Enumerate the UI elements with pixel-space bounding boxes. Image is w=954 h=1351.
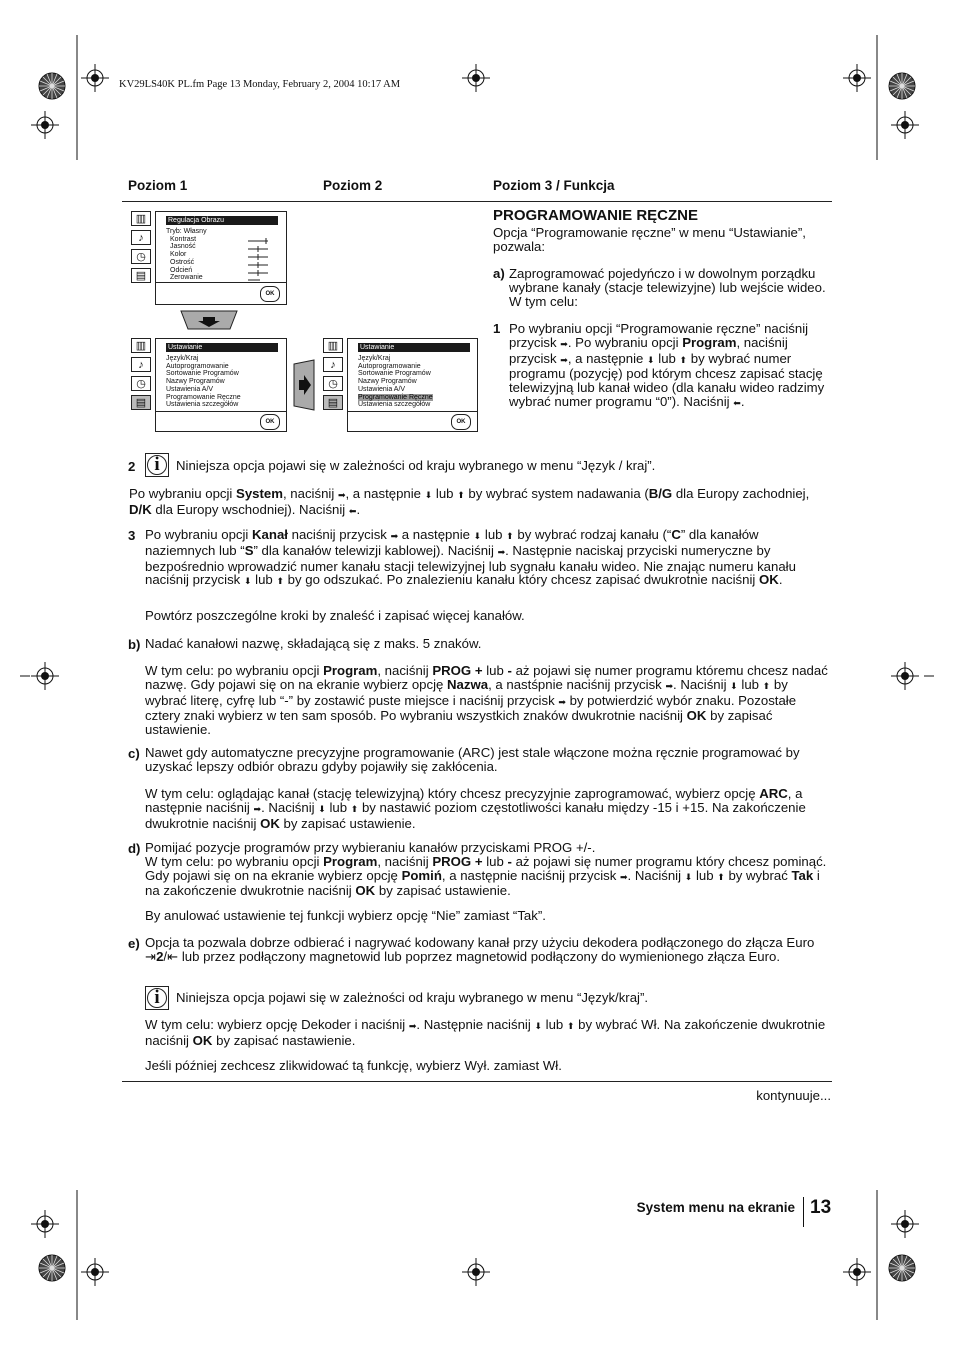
info-icon: i xyxy=(145,453,169,477)
setup-menu-item: Język/Kraj xyxy=(166,355,199,362)
setup-menu-items xyxy=(166,355,241,409)
sound-icon: ♪ xyxy=(131,230,151,245)
setup-menu-level1 xyxy=(155,338,287,432)
down-arrow-icon: ⬇ xyxy=(730,680,738,691)
picture-menu-title: Regulacja Obrazu xyxy=(166,216,278,225)
setup-menu-item: Programowanie Ręczne xyxy=(166,393,241,401)
up-arrow-icon: ⬆ xyxy=(350,803,359,814)
setup-menu-item: Sortowanie Programów xyxy=(166,370,239,378)
setup-menu-title: Ustawianie xyxy=(166,343,278,352)
picture-icon: ▥ xyxy=(131,211,151,226)
system-text: Po wybraniu opcji System, naciśnij ➡, a następnie ⬇ lub ⬆ by wybrać system nadawania (B/G dla Europy zachodniej, D/K dla Europy wschodniej). Naciśnij ⬅. xyxy=(129,486,810,517)
picture-menu-item: Odcień xyxy=(170,266,193,274)
menu-icon-column-3 xyxy=(323,338,343,414)
repeat-text: Powtórz poszczególne kroki by znaleść i zapisać więcej kanałów. xyxy=(145,608,525,623)
timer-icon: ◷ xyxy=(323,376,343,391)
up-arrow-icon: ⬆ xyxy=(506,531,514,541)
picture-menu-ok-icon: OK xyxy=(260,286,280,302)
up-arrow-icon: ⬆ xyxy=(762,680,771,691)
setup-menu-level2 xyxy=(347,338,478,432)
setup-menu-item: Autoprogramowanie xyxy=(166,362,229,370)
right-arrow-icon: ➡ xyxy=(337,490,346,500)
setup-menu-item: Ustawienia A/V xyxy=(358,385,406,393)
footer-title: System menu na ekranie xyxy=(636,1200,795,1215)
setup-menu-divider xyxy=(348,411,477,412)
setup-menu-item: Ustawienia szczegółów xyxy=(166,401,239,409)
file-header: KV29LS40K PL.fm Page 13 Monday, February 2, 2004 10:17 AM xyxy=(119,79,401,90)
item-c-text: Nawet gdy automatyczne precyzyjne programowanie (ARC) jest stale włączone można ręcznie programować by uzyskać lepszy odbiór obrazu gdyby pojawiły się zakłócenia. xyxy=(145,745,800,774)
setup-menu-title: Ustawianie xyxy=(358,343,470,352)
setup-menu-item-selected: Programowanie Ręczne xyxy=(358,393,433,401)
section-title: PROGRAMOWANIE RĘCZNE xyxy=(493,207,699,224)
item-d-text: Pomijać pozycje programów przy wybieraniu kanałów przyciskami PROG +/-. W tym celu: po wybraniu opcji Program, naciśnij PROG + lub - aż pojawi się numer programu który chcesz pominąć. Gdy pojawi się on na ekranie wybierz opcję Pomiń, a następnie naciśnij przycisk ➡. Naciśnij ⬇ lub ⬆ by wybrać Tak i na zakończenie dwukrotnie naciśnij OK by zapisać ustawienie. xyxy=(145,840,827,899)
setup-menu-ok-icon: OK xyxy=(451,414,471,430)
picture-menu-item: Jasność xyxy=(170,243,196,251)
setup-menu-divider xyxy=(156,411,286,412)
picture-menu-item: Kontrast xyxy=(170,235,197,243)
picture-menu-item: Zerowanie xyxy=(170,274,203,282)
page-number: 13 xyxy=(810,1197,832,1218)
setup-menu-item: Ustawienia A/V xyxy=(166,385,214,393)
up-arrow-icon: ⬆ xyxy=(679,354,688,365)
up-arrow-icon: ⬆ xyxy=(566,1021,575,1031)
setup-menu-item: Nazwy Programów xyxy=(358,378,417,386)
step1-number: 1 xyxy=(493,321,501,336)
up-arrow-icon: ⬆ xyxy=(276,576,284,587)
item-e-label: e) xyxy=(128,936,140,951)
timer-icon: ◷ xyxy=(131,249,151,264)
right-arrow-icon: ➡ xyxy=(408,1021,417,1031)
intro-text: Opcja “Programowanie ręczne” w menu “Ustawianie”, pozwala: xyxy=(493,225,806,254)
setup-icon: ▤ xyxy=(323,395,343,410)
picture-menu-items xyxy=(166,228,207,282)
item-a-label: a) xyxy=(493,266,505,281)
item-b-label: b) xyxy=(128,637,141,652)
column-level1: Poziom 1 xyxy=(128,178,188,193)
down-arrow-icon: ⬇ xyxy=(647,354,655,365)
item-b-instructions: W tym celu: po wybraniu opcji Program, naciśnij PROG + lub - aż pojawi się numer programu któremu chcesz nadać nazwę. Gdy pojawi się on na ekranie wybierz opcję Nazwa, a nastśpnie naciśnij przycisk ➡. Naciśnij ⬇ lub ⬆ by wybrać literę, cyfrę lub “-” by zostawić puste miejsce i naciśnij przycisk ➡ by potwierdzić wybór znaku. Pozostałe cztery znaki wybierz w ten sam sposób. Po wybraniu wszystkich znaków dwukrotnie naciśnij OK by zapisać ustawienie. xyxy=(145,663,828,738)
picture-icon: ▥ xyxy=(323,338,343,353)
right-arrow-icon: ➡ xyxy=(390,531,399,541)
item-d-label: d) xyxy=(128,841,141,856)
down-arrow-icon: ⬇ xyxy=(684,871,693,882)
info-icon: i xyxy=(145,986,169,1010)
picture-sliders xyxy=(248,238,272,282)
timer-icon: ◷ xyxy=(131,376,151,391)
left-arrow-icon: ⬅ xyxy=(348,505,357,516)
item-e-text: Opcja ta pozwala dobrze odbierać i nagrywać kodowany kanał przy użyciu dekodera podłączonego do złącza Euro ⇥2/⇤ lub przez podłączony magnetowid lub poprzez magnetowid podłączony do wymienionego złącza Euro. xyxy=(145,935,815,964)
right-arrow-icon: ➡ xyxy=(665,680,673,691)
down-arrow-icon: ⬇ xyxy=(534,1021,542,1031)
setup-menu-item: Język/Kraj xyxy=(358,355,391,362)
menu-icon-column-2 xyxy=(131,338,151,414)
up-arrow-icon: ⬆ xyxy=(457,490,465,500)
sound-icon: ♪ xyxy=(131,357,151,372)
right-arrow-icon: ➡ xyxy=(560,338,568,349)
euro-connector-icon: ⇥ xyxy=(145,948,157,964)
step2-number: 2 xyxy=(128,459,136,474)
column-level3: Poziom 3 / Funkcja xyxy=(493,178,615,193)
item-b-text: Nadać kanałowi nazwę, składającą się z maks. 5 znaków. xyxy=(145,636,482,651)
picture-menu-item: Kolor xyxy=(170,251,187,259)
setup-menu-ok-icon: OK xyxy=(260,414,280,430)
setup-menu-item: Autoprogramowanie xyxy=(358,362,421,370)
down-arrow-icon: ⬇ xyxy=(424,490,433,500)
right-arrow-icon: ➡ xyxy=(497,546,506,557)
column-level2: Poziom 2 xyxy=(323,178,383,193)
right-navigation-button xyxy=(292,358,316,412)
setup-menu-items xyxy=(358,355,433,409)
setup-menu-item: Sortowanie Programów xyxy=(358,370,431,378)
header-rule xyxy=(122,201,832,202)
down-navigation-button xyxy=(178,309,240,331)
left-arrow-icon: ⬅ xyxy=(733,397,741,408)
setup-menu-item: Ustawienia szczegółów xyxy=(358,401,431,409)
euro-connector-icon: ⇤ xyxy=(167,948,179,964)
item-c-instructions: W tym celu: oglądając kanał (stację telewizyjną) który chcesz precyzyjnie zaprogramować, wybierz opcję ARC, a następnie naciśnij ➡. Naciśnij ⬇ lub ⬆ by nastawić poziom częstotliwości kanału między -15 i +15. Na zakończenie dwukrotnie naciśnij OK by zapisać ustawienie. xyxy=(145,786,806,831)
continued-text: kontynuuje... xyxy=(756,1088,831,1103)
picture-icon: ▥ xyxy=(131,338,151,353)
item-c-label: c) xyxy=(128,746,140,761)
step1-text: Po wybraniu opcji “Programowanie ręczne” naciśnij przycisk ➡. Po wybraniu opcji Program, naciśnij przycisk ➡, a następnie ⬇ lub ⬆ by wybrać numer programu (pozycję) pod którym chcesz zapisać stację telewizyjną lub kanał wideo (dla kanału wideo radzimy wybrać numer programu “0”). Naciśnij ⬅. xyxy=(509,321,825,409)
step3-number: 3 xyxy=(128,528,136,543)
right-arrow-icon: ➡ xyxy=(560,354,568,365)
down-arrow-icon: ⬇ xyxy=(243,576,252,587)
picture-menu xyxy=(155,211,287,305)
step2-text: Niniejsza opcja pojawi się w zależności od kraju wybranego w menu “Język / kraj”. xyxy=(176,458,656,473)
setup-menu-item: Nazwy Programów xyxy=(166,378,225,386)
picture-menu-mode: Tryb: Własny xyxy=(166,228,207,235)
picture-menu-item: Ostrość xyxy=(170,258,195,266)
right-arrow-icon: ➡ xyxy=(620,871,628,882)
item-e-instructions: W tym celu: wybierz opcję Dekoder i naciśnij ➡. Następnie naciśnij ⬇ lub ⬆ by wybrać Wł. Na zakończenie dwukrotnie naciśnij OK by zapisać nastawienie. xyxy=(145,1017,826,1048)
step3-text: Po wybraniu opcji Kanał naciśnij przycisk ➡ a następnie ⬇ lub ⬆ by wybrać rodzaj kanału (“C” dla kanałów naziemnych lub “S” dla kanałów telewizji kablowej). Naciśnij ➡. Następnie naciskaj przyciski numeryczne by bezpośrednio wprowadzić numer kanału stacji telewizyjnej lub sygnału kanału wideo. Nie znając numeru kanału naciśnij przycisk ⬇ lub ⬆ by go odszukać. Po znalezieniu kanału który chcesz zapisać dwukrotnie naciśnij OK. xyxy=(145,527,796,588)
footer-divider xyxy=(803,1197,804,1227)
up-arrow-icon: ⬆ xyxy=(717,871,725,882)
down-arrow-icon: ⬇ xyxy=(473,531,482,541)
disable-text: Jeśli później zechcesz zlikwidować tą funkcję, wybierz Wył. zamiast Wł. xyxy=(145,1058,562,1073)
sound-icon: ♪ xyxy=(323,357,343,372)
item-a-text: Zaprogramować pojedyńczo i w dowolnym porządku wybrane kanały (stacje telewizyjne) lub wejście wideo. W tym celu: xyxy=(509,266,826,309)
cancel-text: By anulować ustawienie tej funkcji wybierz opcję “Nie” zamiast “Tak”. xyxy=(145,908,546,923)
setup-icon: ▤ xyxy=(131,268,151,283)
bottom-rule xyxy=(122,1081,832,1082)
right-arrow-icon: ➡ xyxy=(253,803,262,814)
setup-icon: ▤ xyxy=(131,395,151,410)
right-arrow-icon: ➡ xyxy=(558,696,566,707)
item-e-note: Niniejsza opcja pojawi się w zależności od kraju wybranego w menu “Język/kraj”. xyxy=(176,990,649,1005)
picture-menu-divider xyxy=(156,282,286,283)
down-arrow-icon: ⬇ xyxy=(318,803,326,814)
menu-icon-column-1 xyxy=(131,211,151,287)
